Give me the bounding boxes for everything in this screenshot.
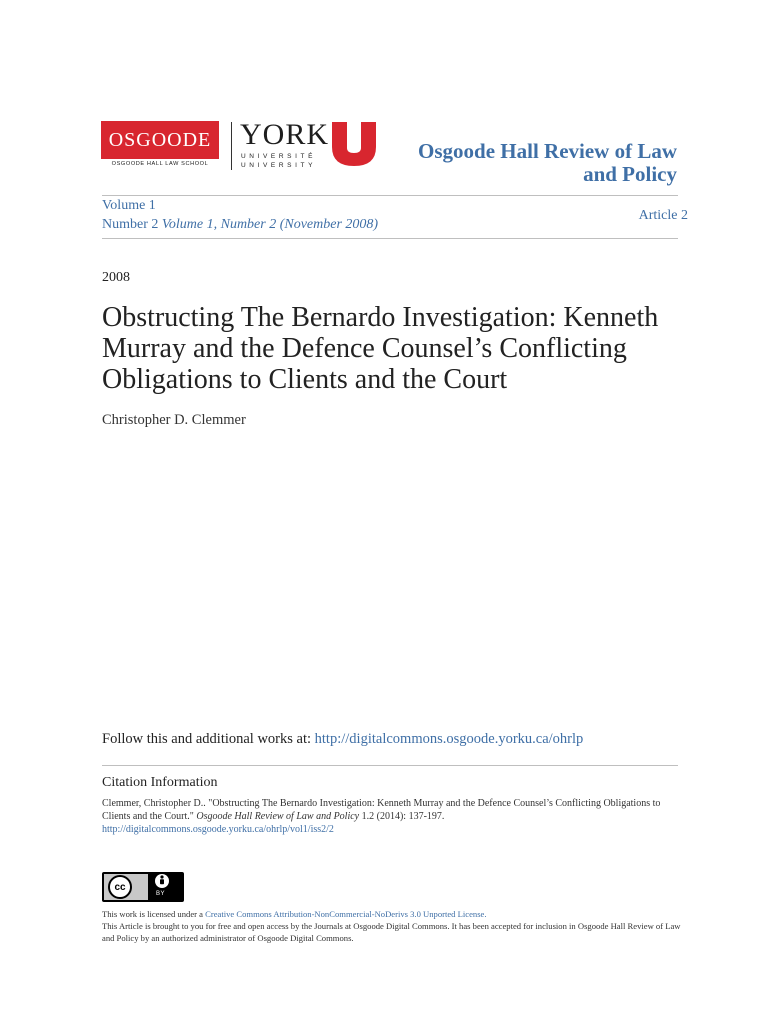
issue-number[interactable]: Number 2 <box>102 217 159 232</box>
issue-number-italic[interactable]: Volume 1, Number 2 (November 2008) <box>161 217 379 232</box>
citation-body <box>102 797 682 836</box>
cc-license-badge[interactable] <box>102 872 184 902</box>
license-text <box>102 908 682 944</box>
citation-heading: Citation Information <box>102 775 218 790</box>
article-title-line1: Obstructing The Bernardo Investigation: Kenneth <box>102 302 659 333</box>
cc-icon: cc <box>108 875 132 899</box>
osgoode-logo-word: OSGOODE <box>101 121 219 159</box>
york-logo-line2: UNIVERSITY <box>241 162 317 169</box>
issue-line[interactable] <box>102 217 378 233</box>
article-title-line2: Murray and the Defence Counsel’s Conflicting <box>102 333 627 364</box>
publication-year: 2008 <box>102 270 130 285</box>
divider-top <box>102 195 678 196</box>
access-statement: This Article is brought to you for free and open access by the Journals at Osgoode Digital Commons. It has been accepted for inclusion in Osgoode Hall Review of Law and Policy by an authorized administrator of Osgoode Digital Commons. <box>102 921 681 943</box>
article-title <box>102 302 692 395</box>
journal-title-line2[interactable]: and Policy <box>583 162 677 186</box>
article-title-line3: Obligations to Clients and the Court <box>102 364 508 395</box>
york-logo <box>240 120 378 172</box>
license-line <box>102 908 682 920</box>
follow-label: Follow this and additional works at: <box>102 731 312 747</box>
license-link[interactable]: Creative Commons Attribution-NonCommercial-NoDerivs 3.0 Unported License. <box>205 909 487 919</box>
by-person-icon <box>155 874 169 888</box>
citation-journal: Osgoode Hall Review of Law and Policy <box>196 811 360 822</box>
logo-divider <box>231 122 232 170</box>
follow-link[interactable]: http://digitalcommons.osgoode.yorku.ca/ohrlp <box>314 731 584 747</box>
citation-pages: 1.2 (2014): 137-197. <box>361 811 445 822</box>
york-u-icon <box>332 122 376 166</box>
york-logo-line1: UNIVERSITÉ <box>241 153 317 160</box>
journal-title-line1[interactable]: Osgoode Hall Review of Law <box>418 139 677 163</box>
osgoode-logo <box>101 121 219 171</box>
follow-line <box>102 731 583 748</box>
divider-issue <box>102 238 678 239</box>
author-name: Christopher D. Clemmer <box>102 412 246 428</box>
by-label: BY <box>156 891 166 897</box>
journal-title[interactable] <box>418 140 677 186</box>
license-prefix: This work is licensed under a <box>102 909 203 919</box>
osgoode-logo-sub: OSGOODE HALL LAW SCHOOL <box>111 161 209 167</box>
divider-citation <box>102 765 678 766</box>
article-number-link[interactable]: Article 2 <box>638 208 688 223</box>
volume-link[interactable]: Volume 1 <box>102 198 156 213</box>
york-logo-word: YORK <box>240 118 330 151</box>
citation-text: Clemmer, Christopher D.. "Obstructing The Bernardo Investigation: Kenneth Murray and the Defence Counsel’s Conflicting Obligations to Clients and the Court." <box>102 798 661 822</box>
citation-link[interactable]: http://digitalcommons.osgoode.yorku.ca/ohrlp/vol1/iss2/2 <box>102 824 334 835</box>
